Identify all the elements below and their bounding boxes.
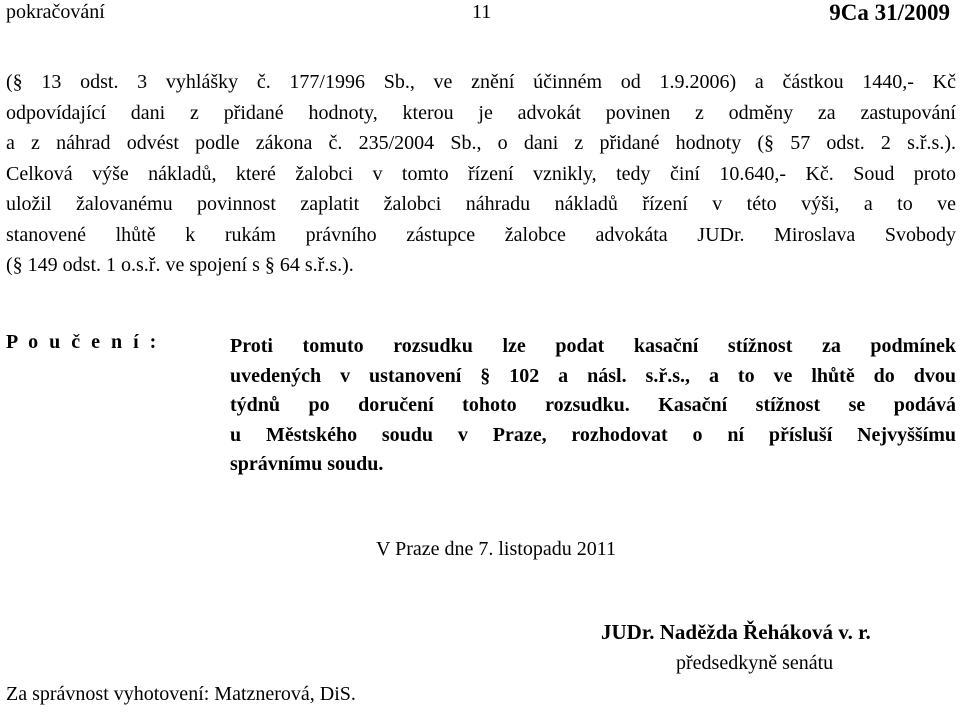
instruction-label: P o u č e n í : (6, 331, 160, 353)
instruction-line: uvedených v ustanovení § 102 a násl. s.ř.s., a to ve lhůtě do dvou (230, 364, 956, 387)
paragraph-line: (§ 149 odst. 1 o.s.ř. ve spojení s § 64 s.ř.s.). (6, 254, 354, 276)
continuation-label: pokračování (6, 1, 105, 23)
instruction-text (230, 332, 956, 480)
paragraph-line: a z náhrad odvést podle zákona č. 235/2004 Sb., o dani z přidané hodnoty (§ 57 odst. 2 s.ř.s.). (6, 132, 956, 154)
instruction-line: správnímu soudu. (230, 453, 384, 475)
instruction-line: Proti tomuto rozsudku lze podat kasační stížnost za podmínek (230, 335, 956, 357)
paragraph-line: stanovené lhůtě k rukám právního zástupce žalobce advokáta JUDr. Miroslava Svobody (6, 223, 956, 246)
paragraph-line: (§ 13 odst. 3 vyhlášky č. 177/1996 Sb., ve znění účinném od 1.9.2006) a částkou 1440,- Kč (6, 71, 956, 93)
paragraph-line: odpovídající dani z přidané hodnoty, kterou je advokát povinen z odměny za zastupování (6, 101, 956, 124)
paragraph-line: uložil žalovanému povinnost zaplatit žalobci náhradu nákladů řízení v této výši, a to ve (6, 193, 956, 215)
instruction-line: týdnů po doručení tohoto rozsudku. Kasační stížnost se podává (230, 394, 956, 416)
page-header (0, 0, 960, 36)
page-number: 11 (472, 1, 492, 23)
judge-role: předsedkyně senátu (676, 652, 834, 674)
cost-reasoning-paragraph (6, 67, 956, 281)
case-number: 9Ca 31/2009 (829, 0, 950, 25)
judge-signature-name: JUDr. Naděžda Řeháková v. r. (601, 620, 871, 644)
place-and-date: V Praze dne 7. listopadu 2011 (376, 538, 616, 560)
paragraph-line: Celková výše nákladů, které žalobci v tomto řízení vznikly, tedy činí 10.640,- Kč. Soud proto (6, 162, 956, 185)
instruction-line: u Městského soudu v Praze, rozhodovat o ní přísluší Nejvyššímu (230, 423, 956, 446)
certification-line: Za správnost vyhotovení: Matznerová, DiS. (6, 683, 356, 705)
